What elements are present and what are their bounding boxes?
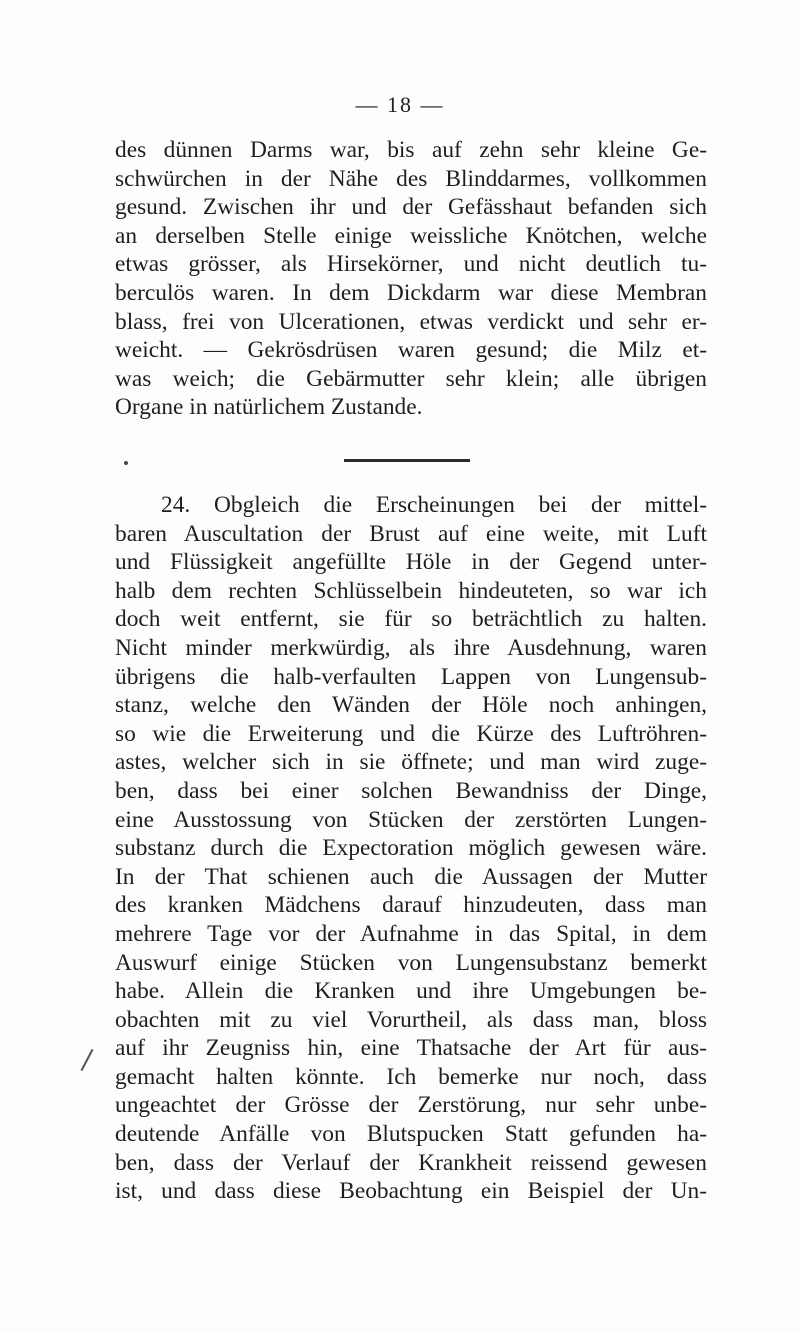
text-line: blass, frei von Ulcerationen, etwas verdickt und sehr er- (115, 308, 707, 335)
page-number: — 18 — (355, 92, 445, 117)
text-line: ist, und dass diese Beobachtung ein Beispiel der Un- (115, 1178, 707, 1205)
paragraph-2 (115, 491, 707, 1206)
text-line: obachten mit zu viel Vorurtheil, als dass man, bloss (115, 1006, 707, 1033)
text-line: stanz, welche den Wänden der Höle noch anhingen, (115, 692, 707, 719)
text-line: Nicht minder merkwürdig, als ihre Ausdehnung, waren (115, 634, 707, 661)
text-line: ben, dass bei einer solchen Bewandniss der Dinge, (115, 777, 707, 804)
margin-pencil-mark (80, 1049, 93, 1071)
text-line: In der That schienen auch die Aussagen der Mutter (115, 863, 707, 890)
text-line: Auswurf einige Stücken von Lungensubstanz bemerkt (115, 949, 707, 976)
text-line: weicht. — Gekrösdrüsen waren gesund; die Milz et- (115, 337, 707, 364)
text-line: gemacht halten könnte. Ich bemerke nur noch, dass (115, 1063, 707, 1090)
text-line: des dünnen Darms war, bis auf zehn sehr kleine Ge- (115, 137, 707, 163)
text-line: ungeachtet der Grösse der Zerstörung, nur sehr unbe- (115, 1092, 707, 1119)
text-line: 24. Obgleich die Erscheinungen bei der mittel- (161, 492, 707, 518)
text-line: was weich; die Gebärmutter sehr klein; alle übrigen (115, 365, 707, 392)
text-line: mehrere Tage vor der Aufnahme in das Spital, in dem (115, 920, 707, 947)
text-line: und Flüssigkeit angefüllte Höle in der Gegend unter- (115, 549, 707, 576)
text-line: so wie die Erweiterung und die Kürze des Luftröhren- (115, 720, 707, 747)
text-line: deutende Anfälle von Blutspucken Statt gefunden ha- (115, 1121, 707, 1148)
text-line: ben, dass der Verlauf der Krankheit reissend gewesen (115, 1149, 707, 1176)
text-line: etwas grösser, als Hirsekörner, und nicht deutlich tu- (115, 251, 707, 278)
paragraph-1 (115, 136, 707, 422)
text-line: auf ihr Zeugniss hin, eine Thatsache der Art für aus- (115, 1035, 707, 1062)
text-line: gesund. Zwischen ihr und der Gefässhaut befanden sich (115, 194, 707, 221)
text-line: an derselben Stelle einige weissliche Knötchen, welche (115, 222, 707, 249)
text-line: baren Auscultation der Brust auf eine weite, mit Luft (115, 520, 707, 547)
text-line: Organe in natürlichem Zustande. (115, 394, 423, 421)
text-line: habe. Allein die Kranken und ihre Umgebungen be- (115, 978, 707, 1005)
text-line: eine Ausstossung von Stücken der zerstörten Lungen- (115, 806, 707, 833)
text-line: halb dem rechten Schlüsselbein hindeuteten, so war ich (115, 577, 707, 604)
text-line: substanz durch die Expectoration möglich gewesen wäre. (115, 835, 707, 862)
text-line: schwürchen in der Nähe des Blinddarmes, vollkommen (115, 165, 707, 192)
text-line: des kranken Mädchens darauf hinzudeuten, dass man (115, 892, 707, 919)
text-line: übrigens die halb-verfaulten Lappen von Lungensub- (115, 663, 707, 690)
text-line: doch weit entfernt, sie für so beträchtlich zu halten. (115, 606, 707, 633)
text-line: berculös waren. In dem Dickdarm war diese Membran (115, 279, 707, 306)
section-divider (344, 459, 470, 462)
text-line: astes, welcher sich in sie öffnete; und man wird zuge- (115, 749, 707, 776)
ink-speck (124, 461, 128, 465)
